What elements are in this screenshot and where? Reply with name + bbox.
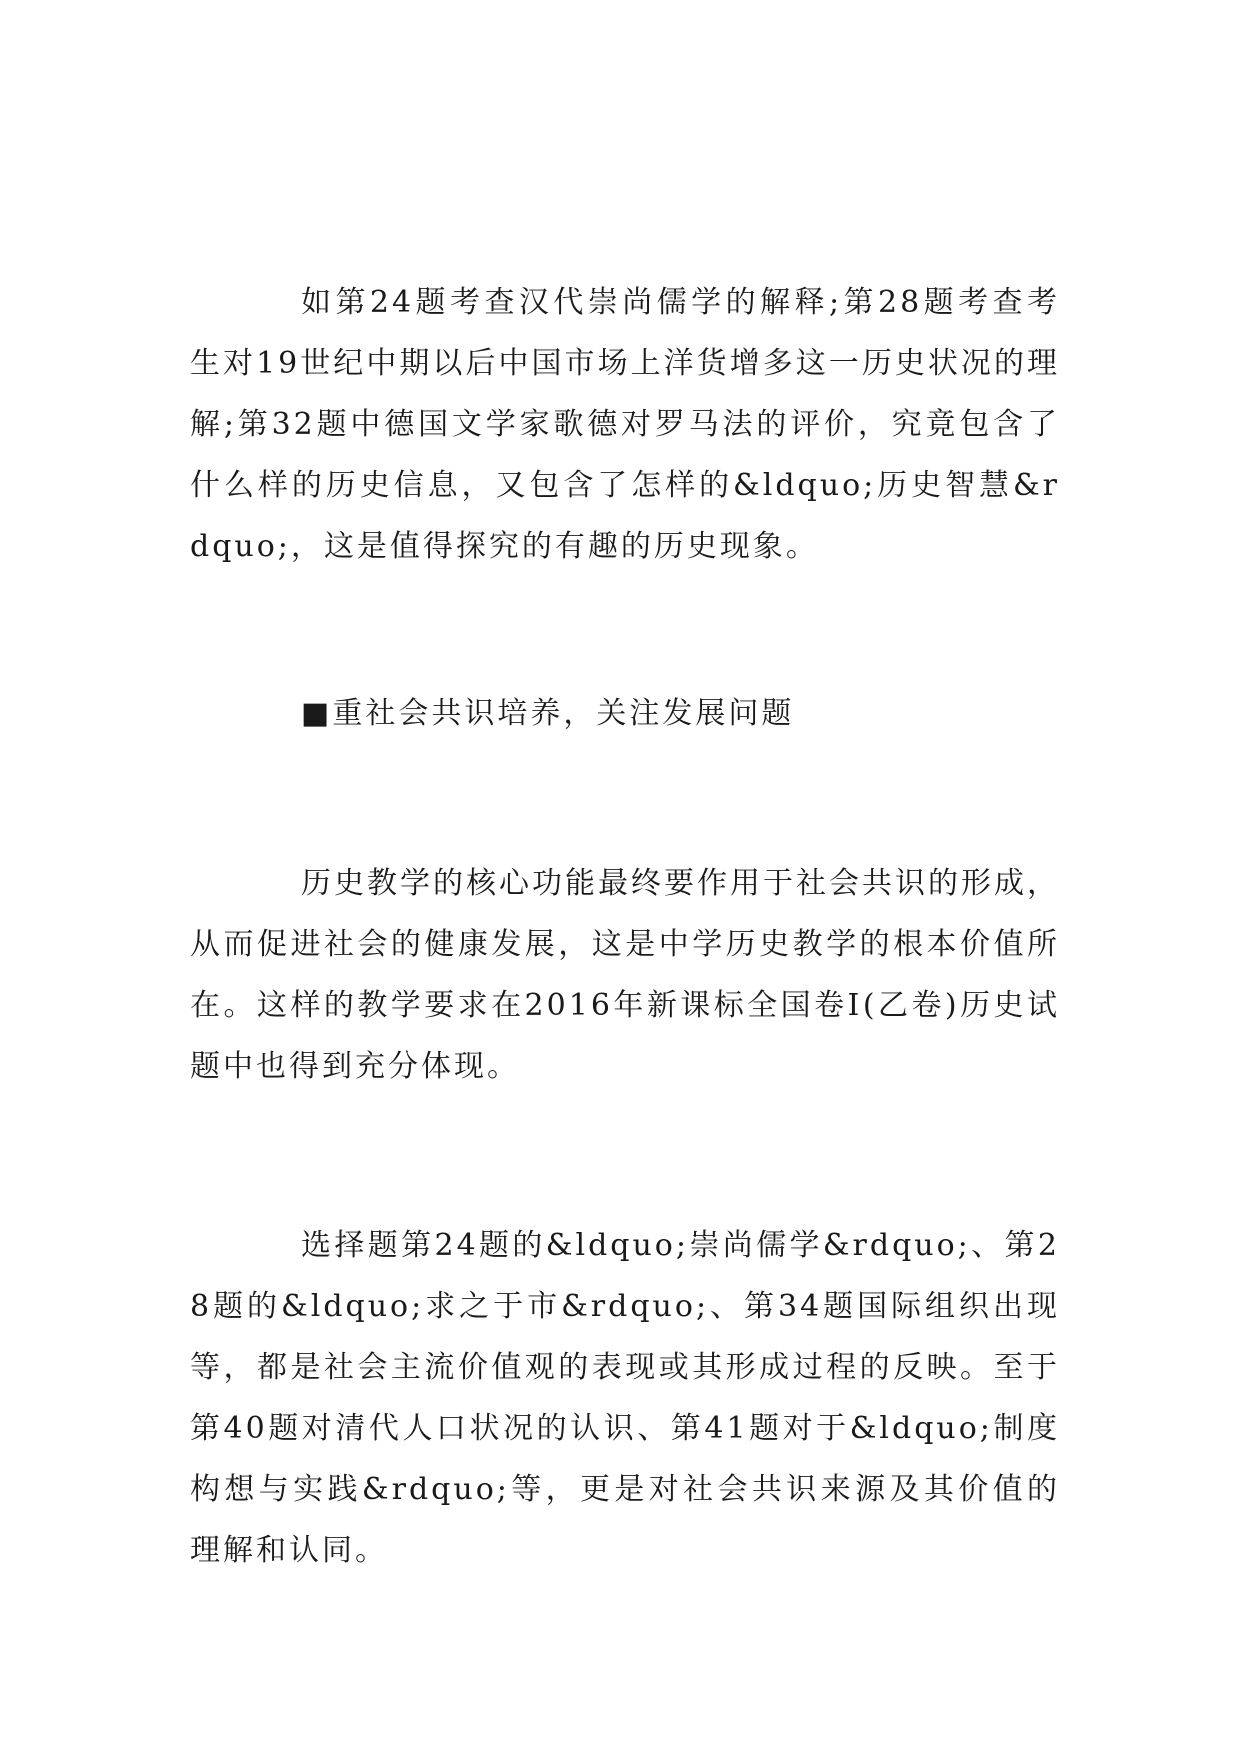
body-paragraph: 历史教学的核心功能最终要作用于社会共识的形成，从而促进社会的健康发展，这是中学历史教学的根本价值所在。这样的教学要求在2016年新课标全国卷Ⅰ(乙卷)历史试题中也得到充分体现。 <box>190 866 1060 1084</box>
body-paragraph: 如第24题考查汉代崇尚儒学的解释;第28题考查考生对19世纪中期以后中国市场上洋货增多这一历史状况的理解;第32题中德国文学家歌德对罗马法的评价，究竟包含了什么样的历史信息，又包含了怎样的&ldquo;历史智慧&rdquo;，这是值得探究的有趣的历史现象。 <box>190 285 1060 564</box>
section-heading: ■重社会共识培养，关注发展问题 <box>301 696 795 731</box>
body-paragraph: 选择题第24题的&ldquo;崇尚儒学&rdquo;、第28题的&ldquo;求之于市&rdquo;、第34题国际组织出现等，都是社会主流价值观的表现或其形成过程的反映。至于第40题对清代人口状况的认识、第41题对于&ldquo;制度构想与实践&rdquo;等，更是对社会共识来源及其价值的理解和认同。 <box>190 1228 1060 1568</box>
